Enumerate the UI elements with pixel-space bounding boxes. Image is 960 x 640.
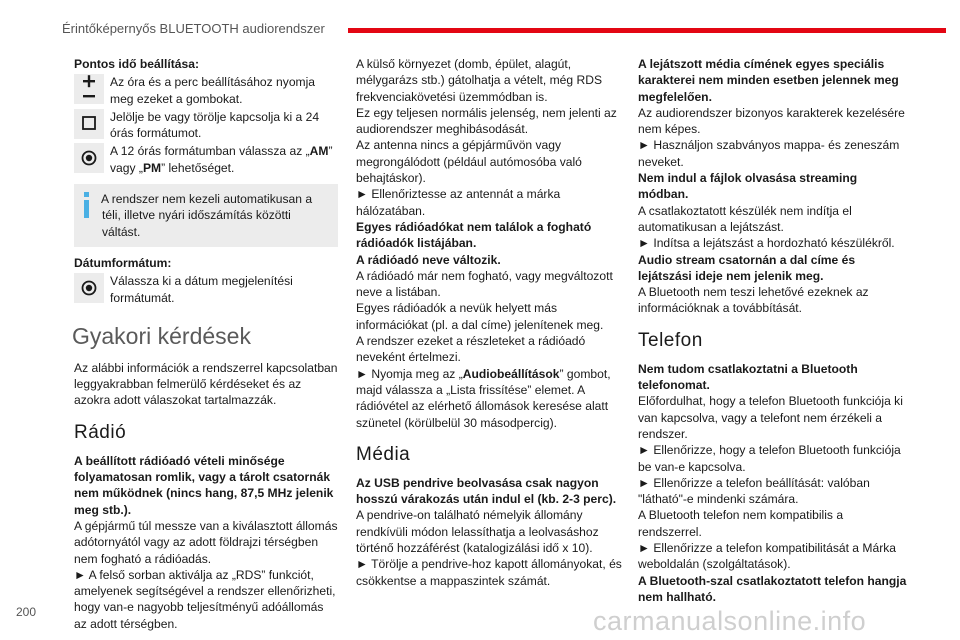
- media-answer-4: A Bluetooth nem teszi lehetővé ezeknek az információknak a továbbítását.: [638, 285, 869, 316]
- radio-question-3: A rádióadó neve változik.: [356, 252, 501, 267]
- header-title: Érintőképernyős BLUETOOTH audiorendszer: [62, 21, 325, 36]
- media-answer-2-step: ► Használjon szabványos mappa- és zeneszám neveket.: [638, 138, 900, 169]
- radio-question-2: Egyes rádióadókat nem találok a fogható rádióadók listájában.: [356, 219, 592, 251]
- column-3: [638, 56, 910, 605]
- time-row-radio: [74, 143, 338, 176]
- phone-answer-1-step-2: ► Ellenőrizze a telefon beállítását: valóban "látható"-e mindenki számára.: [638, 475, 870, 507]
- plus-minus-icon: [74, 74, 104, 104]
- time-row-checkbox: [74, 109, 338, 142]
- media-heading: Média: [356, 443, 411, 465]
- date-row-radio: [74, 273, 338, 306]
- pm-label: PM: [142, 160, 162, 175]
- reception-paragraph-1: A külső környezet (domb, épület, alagút, mélygarázs stb.) gátolhatja a vételt, még RDS frekvenciakövetési üzemmódban is.: [356, 57, 603, 104]
- media-answer-3-step: ► Indítsa a lejátszást a hordozható készülékről.: [638, 236, 895, 251]
- media-answer-1-step: ► Törölje a pendrive-hoz kapott állományokat, és csökkentse a mappaszintek számát.: [356, 557, 622, 588]
- date-format-heading: Dátumformátum:: [74, 255, 172, 270]
- reception-paragraph-2: Ez egy teljesen normális jelenség, nem jelenti az audiorendszer meghibásodását.: [356, 105, 617, 137]
- time-row-radio-text: A 12 órás formátumban válassza az „AM” vagy „PM” lehetőséget.: [110, 144, 333, 175]
- radio-icon: [74, 273, 104, 303]
- phone-heading: Telefon: [638, 329, 703, 351]
- radio-answer-3b: Egyes rádióadók a nevük helyett más információkat (pl. a dal címe) jelenítenek meg.: [356, 301, 604, 332]
- radio-answer-3a: A rádióadó már nem fogható, vagy megváltozott neve a listában.: [356, 268, 613, 300]
- phone-question-2: A Bluetooth-szal csatlakoztatott telefon hangja nem hallható.: [638, 573, 907, 604]
- date-row-radio-text: Válassza ki a dátum megjelenítési formátumát.: [110, 274, 293, 305]
- reception-paragraph-3: Az antenna nincs a gépjárművön vagy megrongálódott (például autómosóba való behajtáskor).: [356, 138, 582, 186]
- radio-answer-1-step: ► A felső sorban aktiválja az „RDS” funkciót, amelyenek segítségével a rendszer ellenőrizheti, hogy van-e nagyobb teljesítményű adóállomás az adott térségben.: [74, 567, 336, 631]
- radio-answer-1: A gépjármű túl messze van a kiválasztott állomás adótornyától vagy az adott földrajzi térségben nem fogható a rádióadás.: [74, 518, 338, 566]
- media-question-4: Audio stream csatornán a dal címe és lejátszási ideje nem jelenik meg.: [638, 252, 856, 283]
- time-row-plus-minus: [74, 74, 338, 107]
- time-row-checkbox-text: Jelölje be vagy törölje kapcsolja ki a 24 órás formátumot.: [110, 109, 320, 141]
- time-row-plus-minus-text: Az óra és a perc beállításához nyomja meg ezeket a gombokat.: [110, 75, 316, 106]
- checkbox-icon: [74, 109, 104, 139]
- page-number: 200: [16, 605, 37, 619]
- reception-paragraph-3-step: ► Ellenőriztesse az antennát a márka hálózatában.: [356, 187, 561, 218]
- phone-answer-1-step-1: ► Ellenőrizze, hogy a telefon Bluetooth funkciója be van-e kapcsolva.: [638, 443, 901, 474]
- radio-answer-3c: A rendszer ezeket a részleteket a rádióadó neveként értelmezi.: [356, 334, 586, 365]
- radio-icon: [74, 143, 104, 173]
- faq-heading: Gyakori kérdések: [72, 322, 251, 349]
- phone-answer-1b: A Bluetooth telefon nem kompatibilis a rendszerrel.: [638, 508, 844, 539]
- radio-heading: Rádió: [74, 421, 127, 443]
- radio-answer-3-step: ► Nyomja meg az „Audiobeállítások” gombot, majd válassza a „Lista frissítése” elemet. A rádióvétel az elérhető állomások keresése alatt szünetel (körülbelül 30 másodpercig).: [356, 366, 611, 430]
- media-question-1: Az USB pendrive beolvasása csak nagyon hosszú várakozás után indul el (kb. 2-3 perc).: [356, 475, 617, 507]
- time-setting-heading: Pontos idő beállítása:: [74, 57, 199, 71]
- radio-question-1: A beállított rádióadó vételi minősége folyamatosan romlik, vagy a tárolt csatornák nem működnek (nincs hang, 87,5 MHz jelenik meg stb.).: [74, 453, 334, 517]
- media-question-3: Nem indul a fájlok olvasása streaming módban.: [638, 171, 858, 202]
- media-answer-2: Az audiorendszer bizonyos karakterek kezelésére nem képes.: [638, 105, 905, 137]
- info-icon: [83, 192, 90, 218]
- media-answer-1: A pendrive-on található némelyik állomány rendkívüli módon lelassíthatja a leolvasáshoz történő hozzáférést (katalogizálási idő x 10).: [356, 508, 599, 556]
- column-1: [74, 56, 338, 632]
- faq-intro: Az alábbi információk a rendszerrel kapcsolatban leggyakrabban felmerülő kérdéseket és az azokra adott válaszokat tartalmazzák.: [74, 360, 338, 408]
- phone-answer-1: Előfordulhat, hogy a telefon Bluetooth funkciója ki van kapcsolva, vagy a telefont nem érzékeli a rendszer.: [638, 394, 903, 441]
- phone-question-1: Nem tudom csatlakoztatni a Bluetooth telefonomat.: [638, 361, 858, 393]
- media-answer-3: A csatlakoztatott készülék nem indítja el automatikusan a lejátszást.: [638, 203, 852, 234]
- media-question-2: A lejátszott média címének egyes speciális karakterei nem minden esetben jelennek meg megfelelően.: [638, 57, 899, 104]
- dst-note: [74, 184, 338, 247]
- phone-answer-1-step-3: ► Ellenőrizze a telefon kompatibilitását a Márka weboldalán (szolgáltatások).: [638, 541, 896, 572]
- watermark: carmanualsonline.info: [593, 606, 867, 636]
- am-label: AM: [309, 144, 329, 159]
- column-2: [356, 56, 624, 589]
- header-accent-bar: [348, 28, 946, 33]
- dst-note-text: A rendszer nem kezeli automatikusan a téli, illetve nyári időszámítás közötti váltást.: [101, 192, 313, 239]
